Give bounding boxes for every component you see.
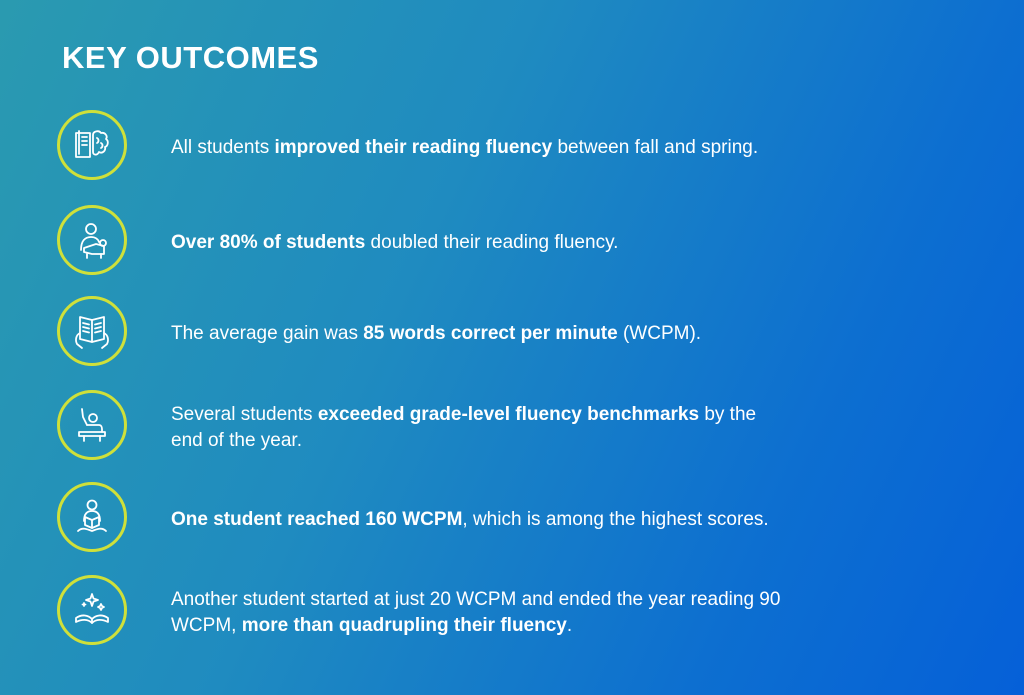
outcome-text-bold: One student reached 160 WCPM: [171, 509, 463, 530]
page-title: KEY OUTCOMES: [62, 40, 319, 75]
outcome-text-plain: by the end of the year.: [171, 404, 757, 451]
outcome-text-plain: between fall and spring.: [552, 137, 759, 158]
outcome-text-5: [171, 507, 791, 533]
outcome-item-4: [57, 390, 957, 466]
outcome-text-bold: 85 words correct per minute: [363, 323, 618, 344]
seated-reader-icon: [57, 482, 127, 552]
outcome-text-plain: .: [566, 615, 573, 636]
outcome-text-plain: Another student started at just 20 WCPM and ended the year reading 90 WCPM,: [171, 589, 781, 636]
book-brain-icon: [57, 110, 127, 180]
student-reading-icon: [57, 205, 127, 275]
outcome-item-5: [57, 482, 957, 558]
outcome-item-6: [57, 575, 957, 651]
raised-hand-student-icon: [57, 390, 127, 460]
outcome-text-plain: The average gain was: [171, 323, 364, 344]
outcome-text-4: [171, 402, 791, 454]
outcome-text-plain: Several students: [171, 404, 318, 425]
sparkle-book-icon: [57, 575, 127, 645]
outcome-text-plain: (WCPM).: [617, 323, 702, 344]
outcome-text-3: [171, 321, 791, 347]
outcome-text-1: [171, 135, 791, 161]
outcome-text-plain: , which is among the highest scores.: [462, 509, 769, 530]
outcome-text-bold: exceeded grade-level fluency benchmarks: [317, 404, 700, 425]
outcome-item-1: [57, 110, 957, 186]
outcome-text-2: [171, 230, 791, 256]
outcome-item-3: [57, 296, 957, 372]
outcome-text-bold: improved their reading fluency: [274, 137, 553, 158]
outcome-text-plain: doubled their reading fluency.: [365, 232, 619, 253]
outcome-item-2: [57, 205, 957, 281]
outcome-text-plain: All students: [171, 137, 275, 158]
outcome-text-6: [171, 587, 791, 639]
open-book-hands-icon: [57, 296, 127, 366]
outcome-text-bold: Over 80% of students: [171, 232, 366, 253]
outcome-text-bold: more than quadrupling their fluency: [241, 615, 567, 636]
